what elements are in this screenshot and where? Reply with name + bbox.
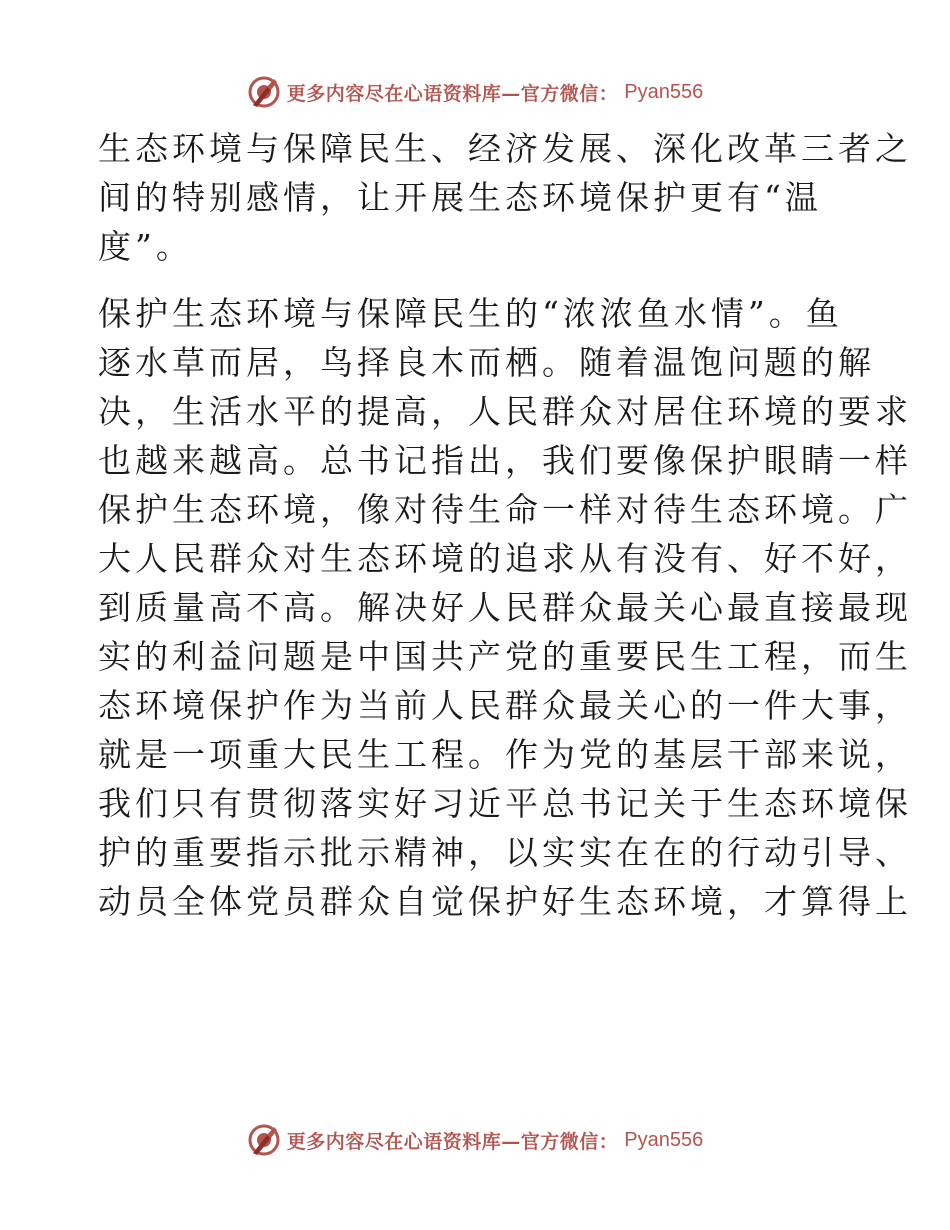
text-line: 态环境保护作为当前人民群众最关心的一件大事，: [98, 686, 912, 725]
paragraph: [98, 289, 912, 926]
header-watermark: [0, 72, 950, 112]
pen-logo-icon: [247, 75, 281, 109]
text-line: 我们只有贯彻落实好习近平总书记关于生态环境保: [98, 784, 912, 823]
watermark-account: Pyan556: [624, 80, 704, 103]
paragraph: [98, 124, 912, 271]
text-line: 生态环境与保障民生、经济发展、深化改革三者之: [98, 129, 912, 168]
watermark-text: 更多内容尽在心语资料库—官方微信：: [286, 82, 619, 105]
text-line: 护的重要指示批示精神，以实实在在的行动引导、: [98, 833, 912, 872]
text-line: 就是一项重大民生工程。作为党的基层干部来说，: [98, 735, 912, 774]
paragraph-spacer: [98, 271, 858, 289]
text-line: 度”。: [98, 227, 193, 266]
document-body: [98, 124, 912, 926]
text-line: 也越来越高。总书记指出，我们要像保护眼睛一样: [98, 441, 912, 480]
text-line: 实的利益问题是中国共产党的重要民生工程，而生: [98, 637, 912, 676]
text-line: 保护生态环境与保障民生的“浓浓鱼水情”。鱼: [98, 294, 843, 333]
text-line: 决，生活水平的提高，人民群众对居住环境的要求: [98, 392, 912, 431]
text-line: 保护生态环境，像对待生命一样对待生态环境。广: [98, 490, 912, 529]
footer-watermark: [0, 1120, 950, 1160]
text-line: 间的特别感情，让开展生态环境保护更有“温: [98, 178, 822, 217]
text-line: 到质量高不高。解决好人民群众最关心最直接最现: [98, 588, 912, 627]
watermark-text: 更多内容尽在心语资料库—官方微信：: [286, 1130, 619, 1153]
text-line: 逐水草而居，鸟择良木而栖。随着温饱问题的解: [98, 343, 875, 382]
pen-logo-icon: [247, 1123, 281, 1157]
text-line: 动员全体党员群众自觉保护好生态环境，才算得上: [98, 882, 912, 921]
watermark-account: Pyan556: [624, 1128, 704, 1151]
text-line: 大人民群众对生态环境的追求从有没有、好不好，: [98, 539, 912, 578]
